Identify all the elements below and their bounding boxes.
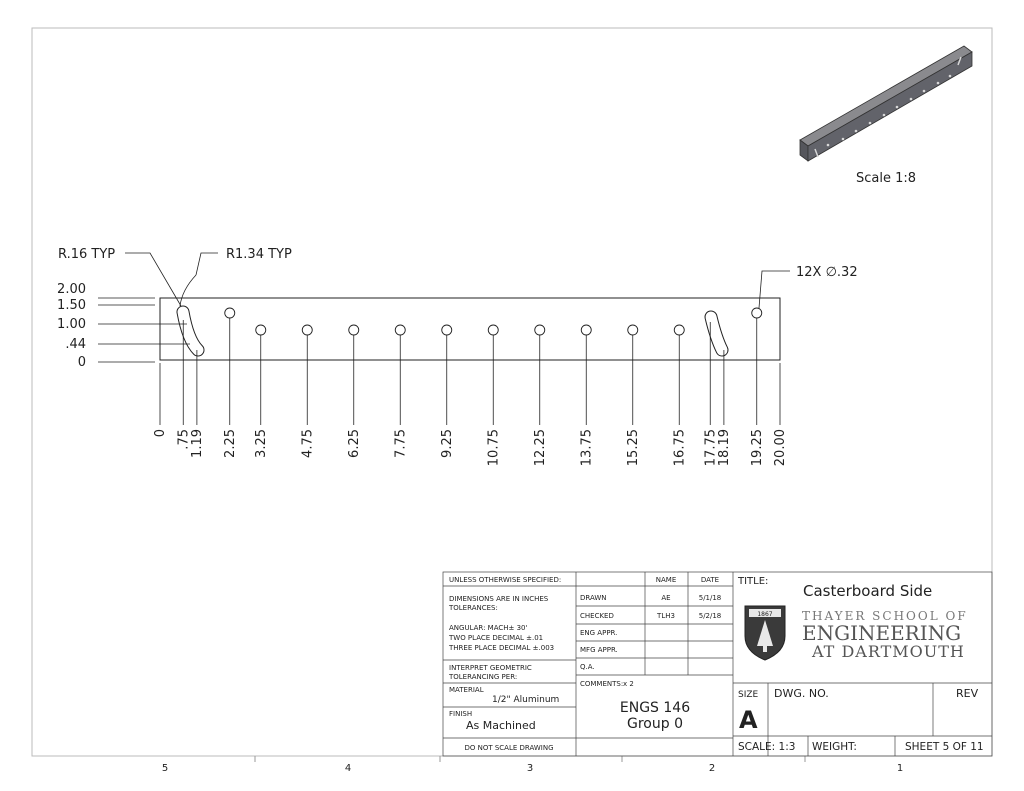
horizontal-dim-label: 1.19: [189, 429, 205, 458]
horizontal-dim-label: 13.75: [579, 429, 595, 467]
mounting-hole: [628, 325, 638, 335]
mounting-hole: [256, 325, 266, 335]
logo-year: 1867: [757, 611, 773, 618]
row-name: TLH3: [657, 612, 675, 620]
row-label: ENG APPR.: [580, 629, 618, 637]
sheet-label: SHEET 5 OF 11: [905, 741, 984, 753]
row-date: 5/1/18: [698, 594, 722, 602]
dwg-no-label: DWG. NO.: [774, 687, 829, 700]
row-label: MFG APPR.: [580, 646, 618, 654]
school-line-3: AT DARTMOUTH: [812, 642, 965, 661]
group-label: Group 0: [627, 716, 683, 732]
horizontal-dim-label: 16.75: [672, 429, 688, 467]
row-date: 5/2/18: [698, 612, 722, 620]
horizontal-dim-label: 4.75: [300, 429, 316, 458]
row-name: AE: [661, 594, 671, 602]
horizontal-dim-label: 17.75: [703, 429, 719, 467]
row-label: CHECKED: [580, 612, 614, 620]
mounting-hole: [302, 325, 312, 335]
vertical-dim: 1.00: [57, 317, 86, 332]
holes-callout: 12X ∅.32: [796, 265, 858, 280]
mounting-hole: [225, 308, 235, 318]
do-not-scale: DO NOT SCALE DRAWING: [464, 744, 554, 752]
dims-in-inches: DIMENSIONS ARE IN INCHES: [449, 595, 549, 603]
row-label: Q.A.: [580, 663, 595, 671]
part-outline: [160, 298, 780, 360]
course-label: ENGS 146: [619, 700, 691, 716]
zone-labels: [162, 756, 903, 774]
horizontal-dim-label: 2.25: [222, 429, 238, 458]
size-value: A: [739, 706, 758, 734]
horizontal-dim-label: 7.75: [393, 429, 409, 458]
isometric-view: [800, 46, 972, 186]
rev-label: REV: [956, 687, 979, 700]
horizontal-dim-label: 9.25: [439, 429, 455, 458]
finish-value: As Machined: [466, 719, 536, 732]
unless-specified: UNLESS OTHERWISE SPECIFIED:: [449, 576, 562, 584]
school-line-1: THAYER SCHOOL OF: [802, 609, 968, 623]
school-line-2: ENGINEERING: [802, 621, 962, 645]
interpret-label: INTERPRET GEOMETRIC: [449, 664, 532, 672]
horizontal-dim-label: 15.25: [625, 429, 641, 467]
mounting-hole: [674, 325, 684, 335]
finish-label: FINISH: [449, 710, 473, 718]
zone-label: 4: [344, 763, 352, 774]
horizontal-dim-label: 0: [153, 429, 168, 438]
horizontal-dim-label: 20.00: [773, 429, 788, 467]
weight-label: WEIGHT:: [812, 741, 857, 753]
material-value: 1/2" Aluminum: [492, 695, 560, 705]
vertical-dim: 2.00: [57, 282, 86, 297]
size-label: SIZE: [738, 690, 759, 700]
title-label: TITLE:: [738, 576, 769, 587]
slot-radius-callout: R1.34 TYP: [226, 247, 292, 262]
zone-label: 3: [526, 763, 534, 774]
mounting-hole: [442, 325, 452, 335]
two-place-tolerance: TWO PLACE DECIMAL ±.01: [449, 634, 544, 642]
zone-label: 1: [896, 763, 904, 774]
dartmouth-seal-logo: [745, 606, 785, 660]
horizontal-dim-label: 6.25: [346, 429, 362, 458]
col-name: NAME: [655, 576, 677, 584]
row-label: DRAWN: [580, 594, 607, 602]
vertical-dim: .44: [65, 337, 86, 352]
horizontal-dim-label: 10.75: [486, 429, 502, 467]
view-scale-label: Scale 1:8: [856, 171, 917, 186]
horizontal-dim-label: 3.25: [253, 429, 269, 458]
horizontal-dim-label: 19.25: [749, 429, 765, 467]
mounting-hole: [395, 325, 405, 335]
horizontal-dim-label: 12.25: [532, 429, 548, 467]
interpret-label: TOLERANCING PER:: [449, 673, 518, 681]
zone-label: 2: [708, 763, 716, 774]
comments-value: x 2: [623, 680, 634, 688]
mounting-hole: [488, 325, 498, 335]
drawing-title: Casterboard Side: [803, 582, 933, 600]
mounting-hole: [349, 325, 359, 335]
fillet-radius-callout: R.16 TYP: [58, 247, 116, 262]
horizontal-dim-label: 18.19: [716, 429, 732, 467]
comments-label: COMMENTS:: [580, 680, 624, 688]
three-place-tolerance: THREE PLACE DECIMAL ±.003: [449, 644, 555, 652]
material-label: MATERIAL: [449, 686, 484, 694]
tolerances-label: TOLERANCES:: [449, 604, 498, 612]
col-date: DATE: [700, 576, 720, 584]
angular-tolerance: ANGULAR: MACH± 30': [449, 624, 528, 632]
mounting-hole: [535, 325, 545, 335]
horizontal-dims: [153, 318, 788, 466]
mounting-hole: [752, 308, 762, 318]
vertical-dim: 0: [77, 355, 86, 370]
vertical-dim: 1.50: [57, 298, 86, 313]
horizontal-dim-label: .75: [176, 429, 192, 450]
hole-group: [225, 308, 762, 335]
mounting-hole: [581, 325, 591, 335]
zone-label: 5: [161, 763, 169, 774]
scale-label: SCALE: 1:3: [738, 741, 796, 753]
